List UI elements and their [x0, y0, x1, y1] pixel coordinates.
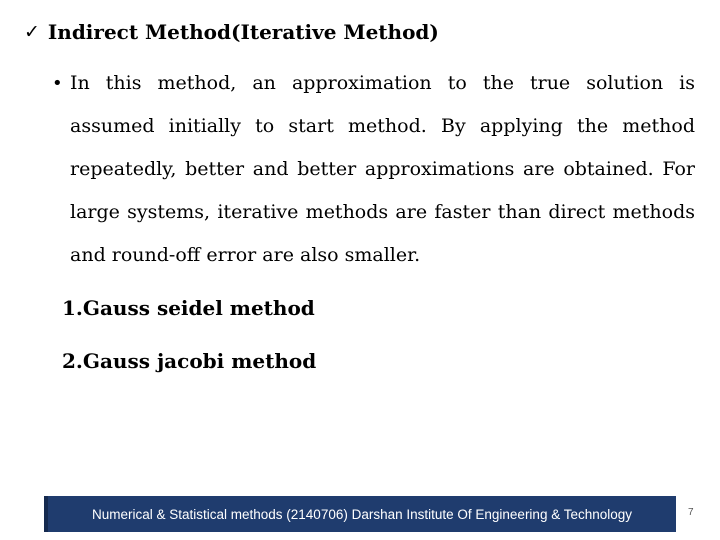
method-item-gauss-seidel: 1.Gauss seidel method [62, 296, 315, 320]
bullet-text: In this method, an approximation to the true solution is assumed initially to start method. By applying the method repeatedly, better and better approximations are obtained. For large systems, iterative methods are faster than direct methods and round-off error are also smaller. [70, 72, 695, 266]
method-item-gauss-jacobi: 2.Gauss jacobi method [62, 349, 317, 373]
slide-heading [24, 20, 439, 44]
footer-bar [44, 496, 676, 532]
bullet-point [52, 62, 695, 277]
page-number: 7 [688, 507, 694, 518]
check-mark-icon: ✓ [24, 21, 40, 43]
bullet-dot-icon: • [52, 73, 63, 94]
footer-text: Numerical & Statistical methods (2140706) Darshan Institute Of Engineering & Technology [91, 506, 633, 522]
heading-title: Indirect Method(Iterative Method) [47, 20, 439, 44]
